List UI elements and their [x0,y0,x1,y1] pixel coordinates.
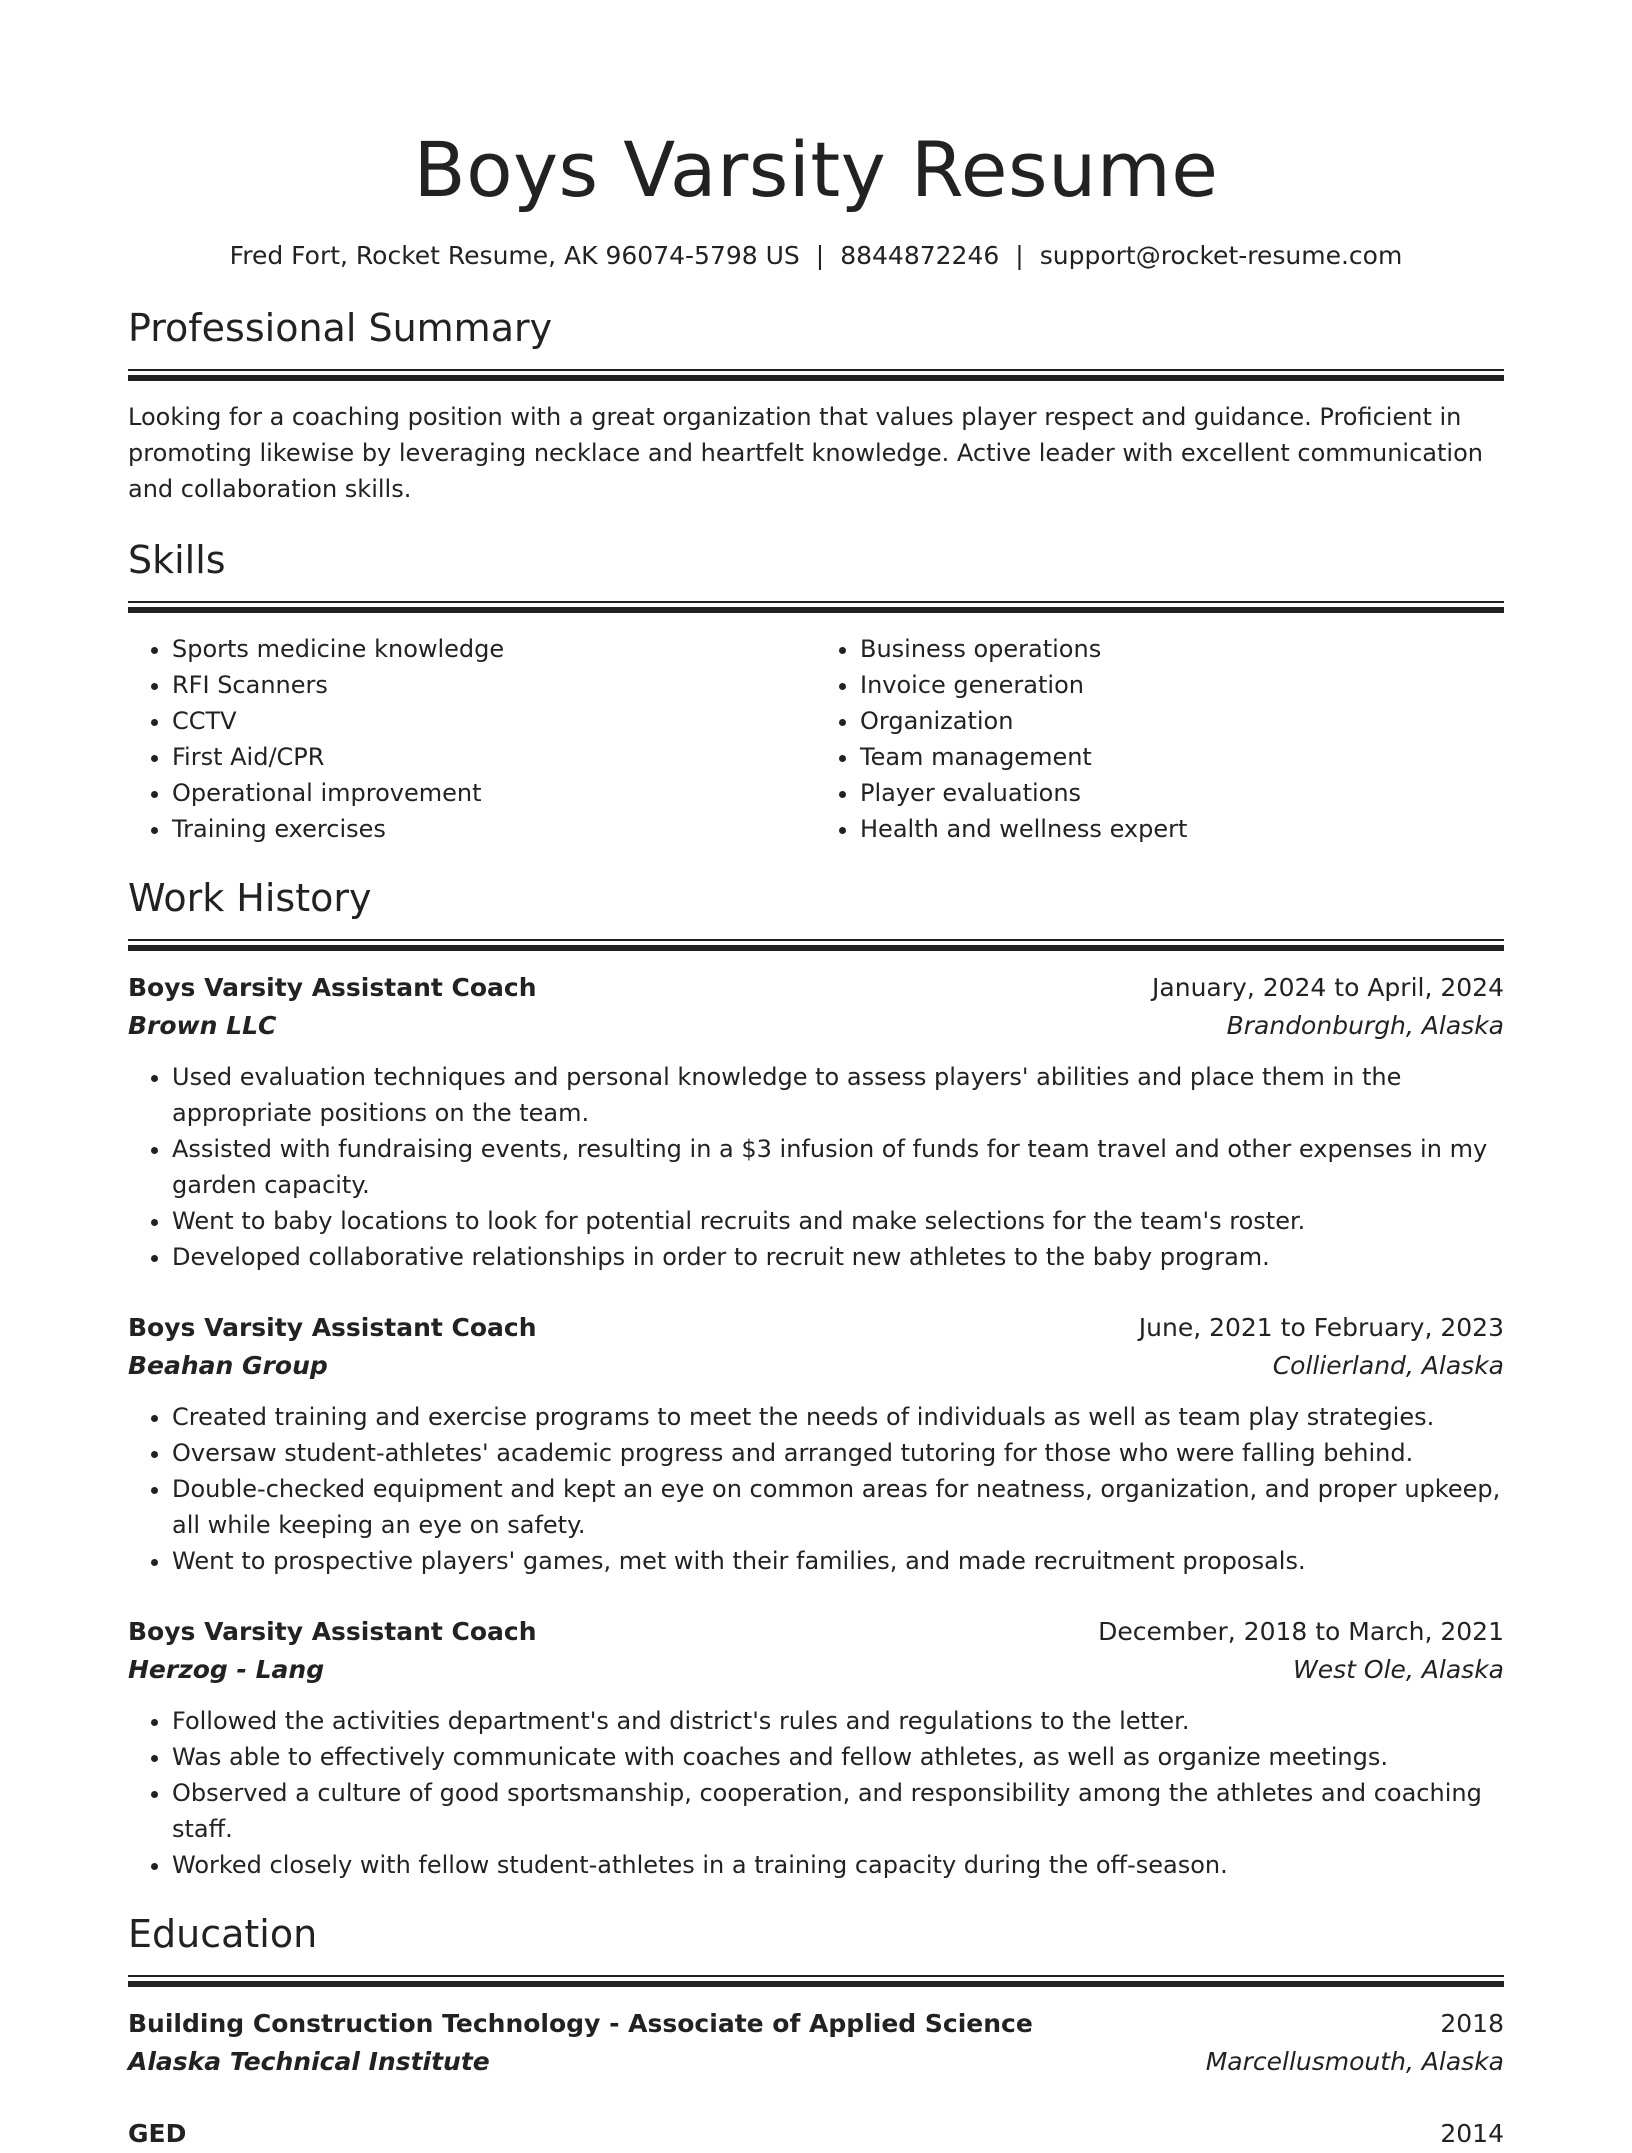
job-company: Brown LLC [128,1011,277,1040]
job-bullet: • Was able to effectively communicate with coaches and fellow athletes, as well as organize meetings. [172,1739,1504,1775]
skill-item: • Training exercises [172,811,816,847]
skill-item: • First Aid/CPR [172,739,816,775]
contact-email: support@rocket-resume.com [1039,241,1403,270]
job-header-row [128,1613,1504,1651]
skills-heading: Skills [128,538,226,582]
job-bullet: • Worked closely with fellow student-athletes in a training capacity during the off-season. [172,1847,1504,1883]
education-school: Alaska Technical Institute [128,2047,490,2076]
job-bullet-list [128,1399,1504,1579]
skills-column-right [816,631,1504,847]
education-header-row [128,2115,1504,2153]
job-dates: January, 2024 to April, 2024 [1152,973,1504,1002]
skills-column-left [128,631,816,847]
job-bullet-list [128,1703,1504,1883]
job-entry [128,1309,1504,1579]
job-company: Beahan Group [128,1351,328,1380]
job-location: Collierland, Alaska [1272,1351,1504,1380]
education-year: 2018 [1440,2009,1504,2038]
education-school-row [128,2043,1504,2081]
job-title: Boys Varsity Assistant Coach [128,1313,537,1342]
section-divider [128,1975,1504,1987]
job-company: Herzog - Lang [128,1655,325,1684]
skill-item: • CCTV [172,703,816,739]
education-degree: GED [128,2119,187,2148]
skill-item: • Health and wellness expert [860,811,1504,847]
skills-grid [128,631,1504,847]
job-bullet: • Developed collaborative relationships in order to recruit new athletes to the baby program. [172,1239,1504,1275]
section-divider [128,939,1504,951]
job-bullet: • Created training and exercise programs to meet the needs of individuals as well as team play strategies. [172,1399,1504,1435]
job-company-row [128,1651,1504,1689]
education-year: 2014 [1440,2119,1504,2148]
education-header-row [128,2005,1504,2043]
skill-item: • Team management [860,739,1504,775]
education-degree: Building Construction Technology - Associate of Applied Science [128,2009,1033,2038]
summary-text: Looking for a coaching position with a great organization that values player respect and guidance. Proficient in promoting likewise by leveraging necklace and heartfelt knowledge. Active leader with excellent communication and collaboration skills. [128,403,1483,503]
section-divider [128,601,1504,613]
job-bullet: • Went to baby locations to look for potential recruits and make selections for the team's roster. [172,1203,1504,1239]
job-bullet: • Oversaw student-athletes' academic progress and arranged tutoring for those who were falling behind. [172,1435,1504,1471]
job-dates: June, 2021 to February, 2023 [1138,1313,1504,1342]
education-entry [128,2005,1504,2081]
skill-item: • RFI Scanners [172,667,816,703]
skill-item: • Sports medicine knowledge [172,631,816,667]
job-company-row [128,1347,1504,1385]
job-bullet: • Followed the activities department's and district's rules and regulations to the letter. [172,1703,1504,1739]
section-divider [128,369,1504,381]
contact-separator: | [1015,241,1024,270]
job-title: Boys Varsity Assistant Coach [128,1617,537,1646]
skill-item: • Operational improvement [172,775,816,811]
contact-phone: 8844872246 [840,241,1000,270]
education-heading: Education [128,1912,318,1956]
job-company-row [128,1007,1504,1045]
job-bullet: • Used evaluation techniques and personal knowledge to assess players' abilities and place them in the appropriate positions on the team. [172,1059,1504,1131]
education-entry [128,2115,1504,2153]
job-header-row [128,969,1504,1007]
job-bullet: • Double-checked equipment and kept an eye on common areas for neatness, organization, and proper upkeep, all while keeping an eye on safety. [172,1471,1504,1543]
contact-line [128,239,1504,273]
job-title: Boys Varsity Assistant Coach [128,973,537,1002]
job-entry [128,1613,1504,1883]
education-location: Marcellusmouth, Alaska [1205,2047,1504,2076]
job-dates: December, 2018 to March, 2021 [1098,1617,1504,1646]
job-header-row [128,1309,1504,1347]
job-bullet: • Observed a culture of good sportsmanship, cooperation, and responsibility among the athletes and coaching staff. [172,1775,1504,1847]
contact-separator: | [815,241,825,270]
resume-title: Boys Varsity Resume [413,125,1219,214]
skill-item: • Player evaluations [860,775,1504,811]
skill-item: • Business operations [860,631,1504,667]
job-location: West Ole, Alaska [1293,1655,1504,1684]
job-bullet-list [128,1059,1504,1275]
skill-item: • Organization [860,703,1504,739]
summary-heading: Professional Summary [128,306,553,350]
work-history-heading: Work History [128,876,372,920]
contact-address: Fred Fort, Rocket Resume, AK 96074-5798 US [229,241,800,270]
job-bullet: • Went to prospective players' games, met with their families, and made recruitment proposals. [172,1543,1504,1579]
job-entry [128,969,1504,1275]
job-location: Brandonburgh, Alaska [1226,1011,1504,1040]
job-bullet: • Assisted with fundraising events, resulting in a $3 infusion of funds for team travel and other expenses in my garden capacity. [172,1131,1504,1203]
skill-item: • Invoice generation [860,667,1504,703]
